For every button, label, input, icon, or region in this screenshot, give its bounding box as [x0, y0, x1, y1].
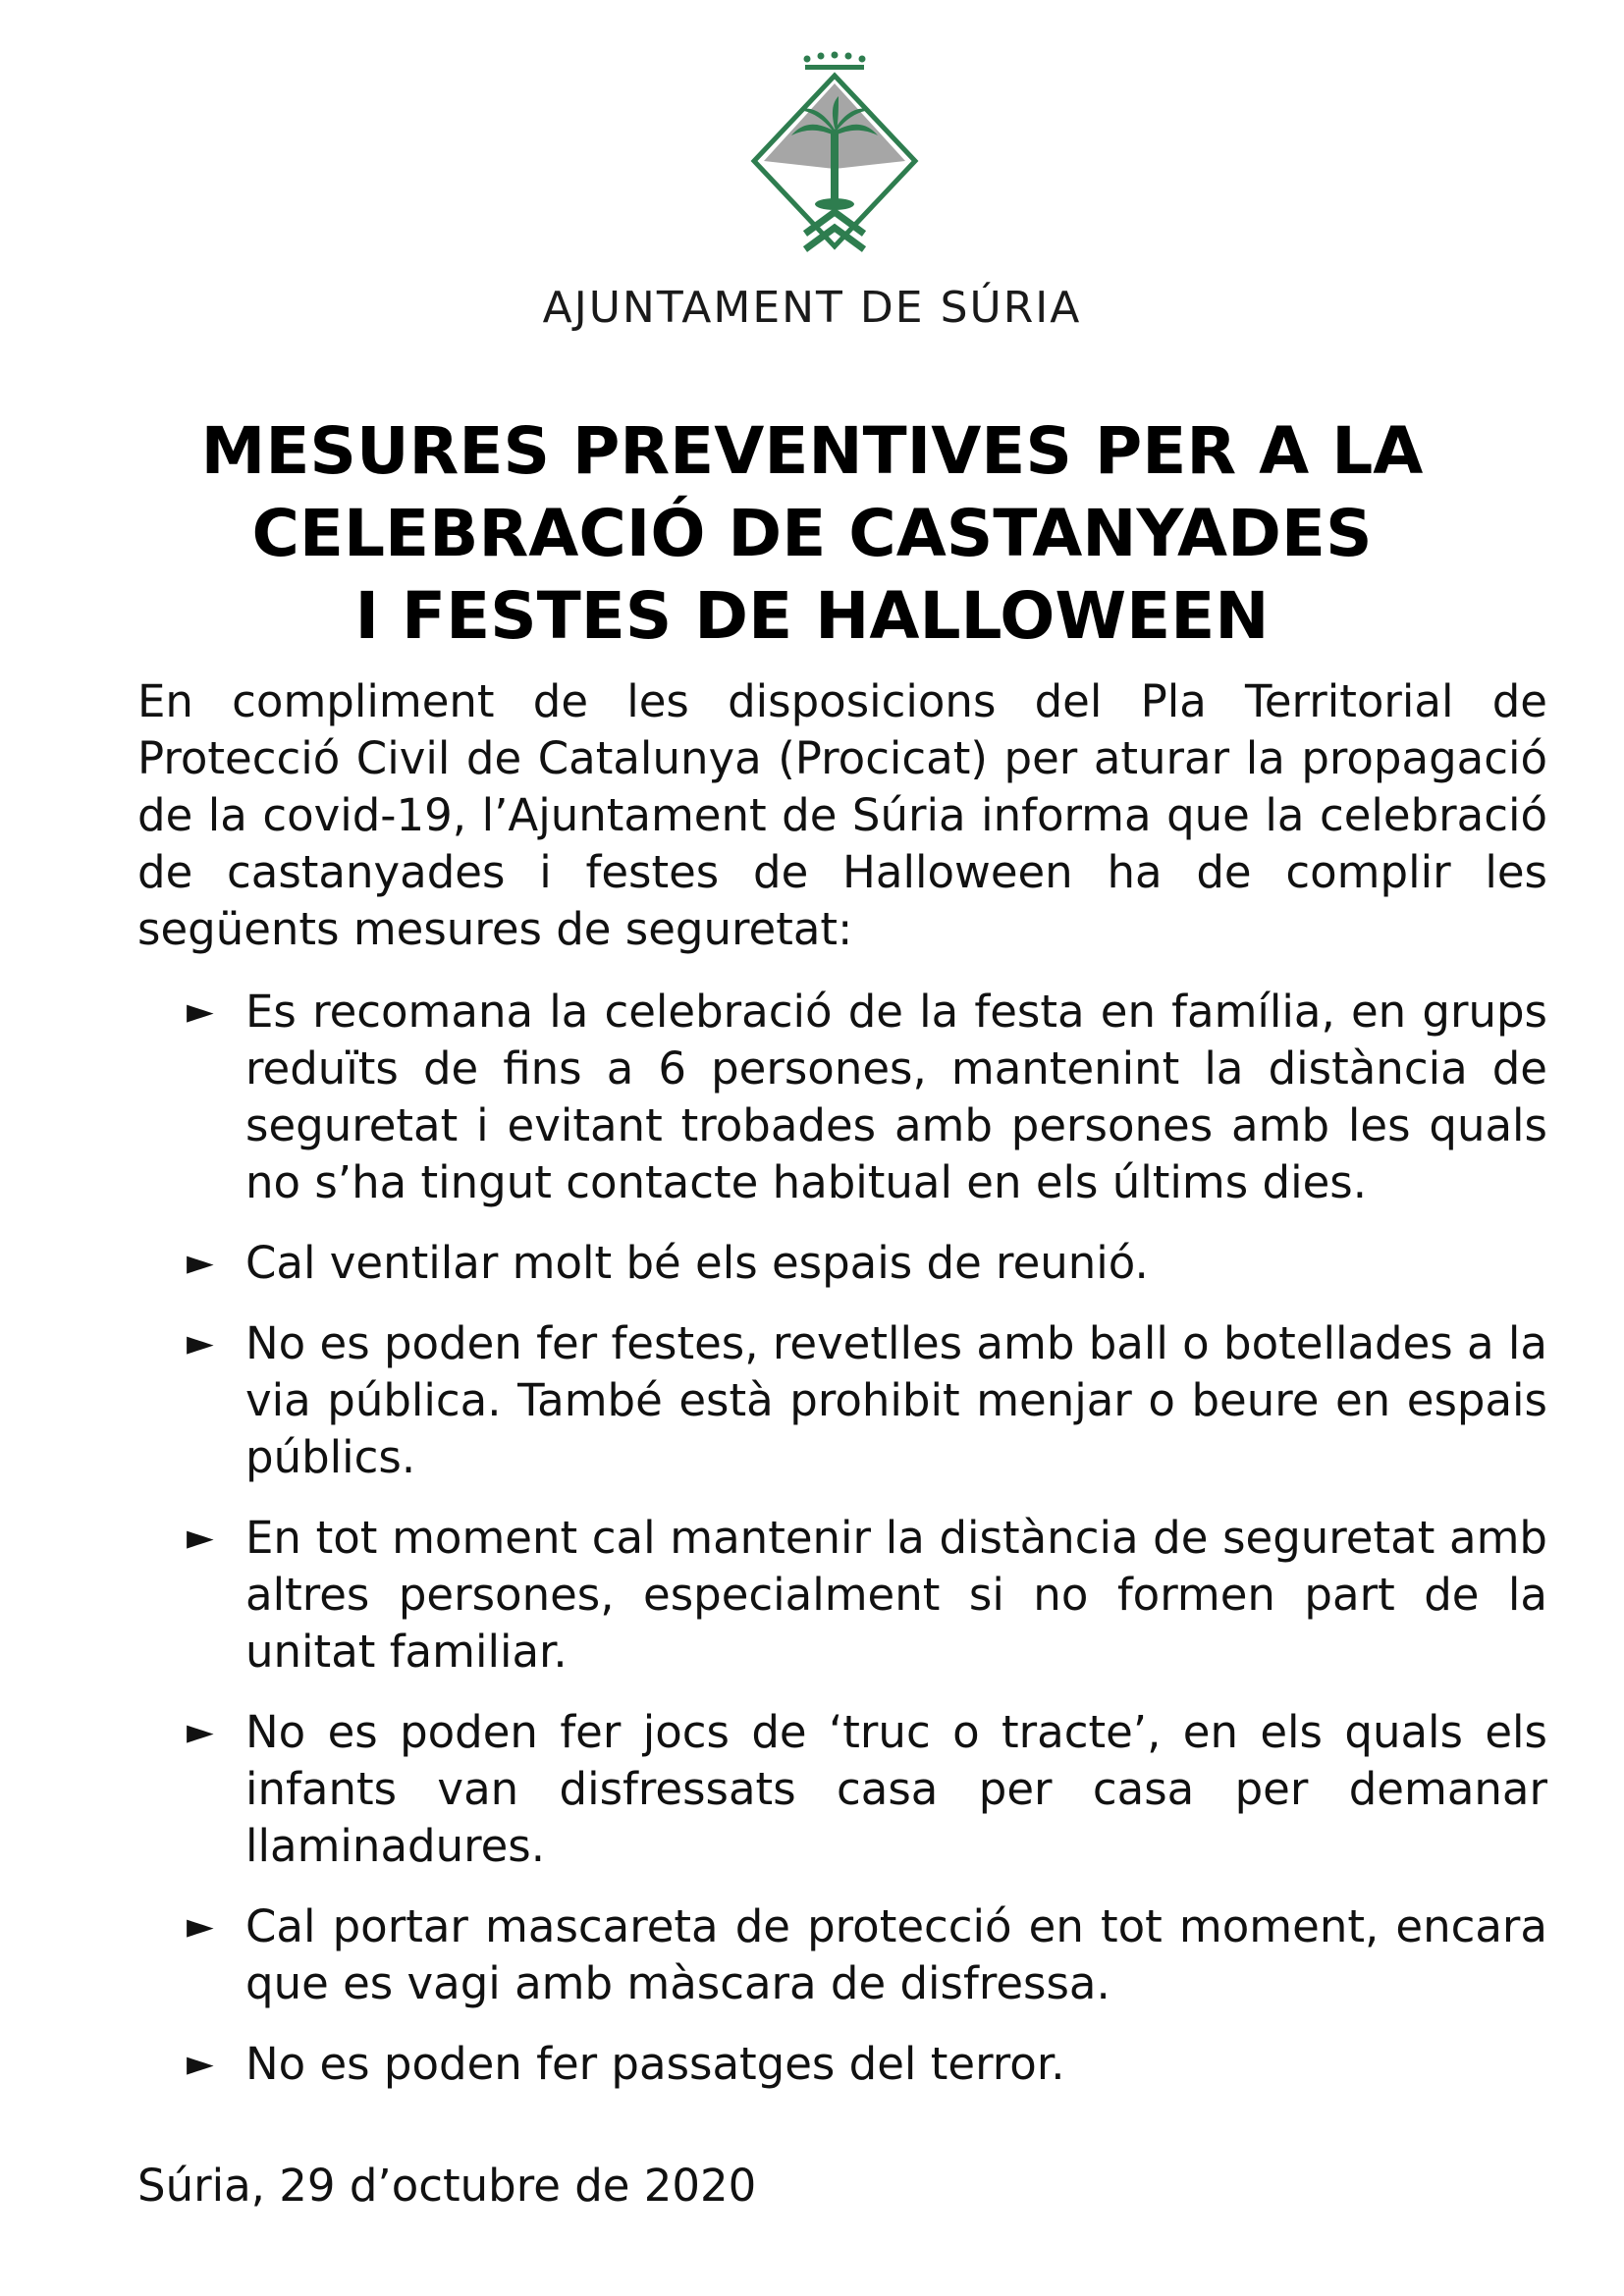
measure-item	[187, 1235, 1547, 1292]
measure-item	[187, 1510, 1547, 1681]
crown-band	[805, 65, 864, 70]
measure-text: No es poden fer jocs de ‘truc o tracte’, en els quals els infants van disfressats casa per casa per demanar llaminadures.	[245, 1706, 1547, 1872]
title-line-1: MESURES PREVENTIVES PER A LA	[200, 413, 1424, 489]
measure-item	[187, 1315, 1547, 1486]
measures-list	[187, 984, 1547, 2116]
organization-name: AJUNTAMENT DE SÚRIA	[542, 283, 1082, 333]
measure-text: No es poden fer festes, revetlles amb ball o botellades a la via pública. També està prohibit menjar o beure en espais públics.	[245, 1317, 1547, 1483]
measure-item	[187, 984, 1547, 1211]
title-line-2: CELEBRACIÓ DE CASTANYADES	[251, 496, 1373, 571]
crown-dots	[804, 52, 866, 63]
measure-text: En tot moment cal mantenir la distància de seguretat amb altres persones, especialment si no formen part de la unitat familiar.	[245, 1512, 1547, 1678]
document-date: Súria, 29 d’octubre de 2020	[137, 2160, 757, 2212]
measure-item	[187, 2036, 1547, 2093]
measure-text: Cal ventilar molt bé els espais de reunió.	[245, 1237, 1149, 1289]
bullet-arrow-icon: ►	[187, 1243, 214, 1283]
measure-item	[187, 1704, 1547, 1875]
bullet-arrow-icon: ►	[187, 1712, 214, 1752]
measure-text: Es recomana la celebració de la festa en família, en grups reduïts de fins a 6 persones, mantenint la distància de seguretat i evitant trobades amb persones amb les quals no s’ha tingut contacte habitual en els últims dies.	[245, 986, 1547, 1208]
bullet-arrow-icon: ►	[187, 991, 214, 1032]
title-line-3: I FESTES DE HALLOWEEN	[354, 578, 1270, 654]
intro-paragraph: En compliment de les disposicions del Pla Territorial de Protecció Civil de Catalunya (Procicat) per aturar la propagació de la covid-19, l’Ajuntament de Súria informa que la celebració de castanyades i festes de Halloween ha de complir les següents mesures de seguretat:	[137, 675, 1547, 955]
measure-text: Cal portar mascareta de protecció en tot moment, encara que es vagi amb màscara de disfressa.	[245, 1900, 1547, 2009]
measure-text: No es poden fer passatges del terror.	[245, 2038, 1065, 2090]
bullet-arrow-icon: ►	[187, 1323, 214, 1363]
coat-of-arms-logo	[736, 51, 933, 277]
page-title	[118, 410, 1506, 658]
bullet-arrow-icon: ►	[187, 2044, 214, 2084]
bullet-arrow-icon: ►	[187, 1518, 214, 1558]
measure-item	[187, 1898, 1547, 2012]
bullet-arrow-icon: ►	[187, 1906, 214, 1947]
